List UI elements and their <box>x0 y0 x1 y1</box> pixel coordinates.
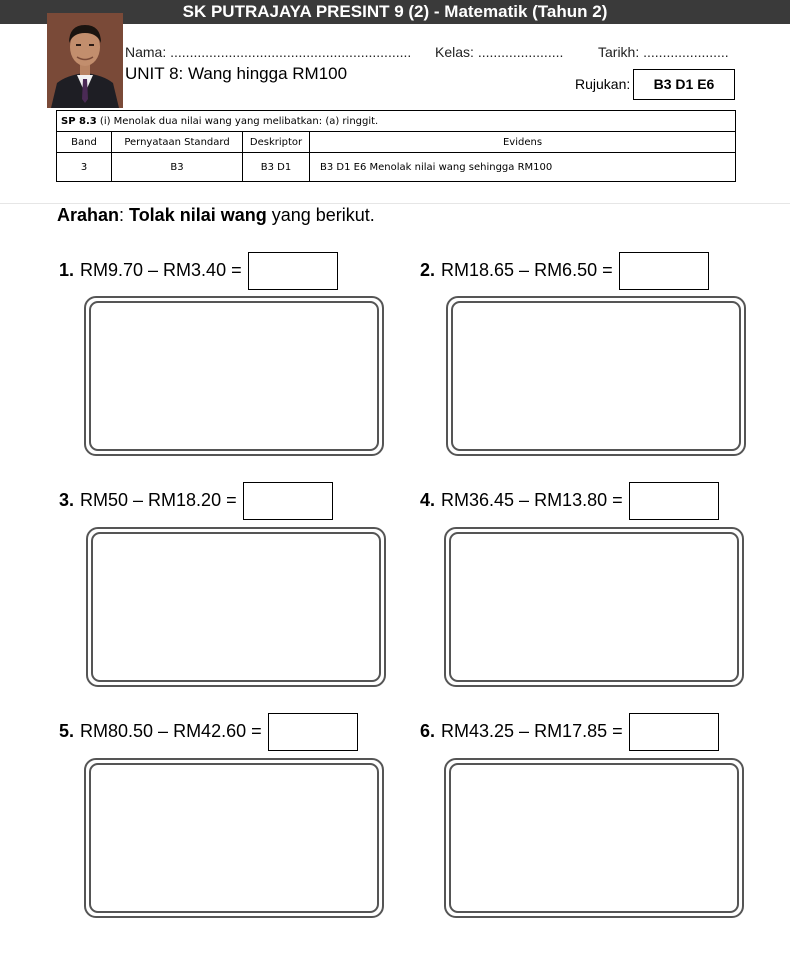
instructions-colon: : <box>119 205 130 225</box>
sp-text: (i) Menolak dua nilai wang yang melibatkan: (a) ringgit. <box>96 115 379 127</box>
teacher-photo <box>47 13 123 108</box>
working-box-1[interactable] <box>84 296 384 456</box>
kelas-label: Kelas: <box>435 44 474 60</box>
question-number: 4. <box>420 490 436 510</box>
question-3 <box>59 481 333 519</box>
kelas-field[interactable] <box>435 44 563 60</box>
working-box-2[interactable] <box>446 296 746 456</box>
instructions <box>57 205 375 226</box>
header-deskriptor: Deskriptor <box>243 132 310 153</box>
worksheet-title: SK PUTRAJAYA PRESINT 9 (2) - Matematik (Tahun 2) <box>0 0 790 24</box>
question-text: RM9.70 – RM3.40 = <box>80 260 242 280</box>
question-6 <box>420 712 719 750</box>
standard-table <box>56 110 736 182</box>
divider <box>0 203 790 204</box>
answer-box[interactable] <box>248 252 338 290</box>
cell-band: 3 <box>57 153 112 182</box>
tarikh-label: Tarikh: <box>598 44 640 60</box>
question-number: 6. <box>420 721 436 741</box>
header-band: Band <box>57 132 112 153</box>
working-box-3[interactable] <box>86 527 386 687</box>
header-evidens: Evidens <box>310 132 736 153</box>
question-text: RM50 – RM18.20 = <box>80 490 237 510</box>
question-number: 3. <box>59 490 75 510</box>
question-1 <box>59 251 338 289</box>
unit-title: UNIT 8: Wang hingga RM100 <box>125 64 348 83</box>
question-number: 5. <box>59 721 75 741</box>
tarikh-blank: ...................... <box>643 44 729 60</box>
cell-deskriptor: B3 D1 <box>243 153 310 182</box>
question-4 <box>420 481 719 519</box>
answer-box[interactable] <box>268 713 358 751</box>
question-text: RM36.45 – RM13.80 = <box>441 490 623 510</box>
answer-box[interactable] <box>619 252 709 290</box>
answer-box[interactable] <box>243 482 333 520</box>
header-pernyataan: Pernyataan Standard <box>112 132 243 153</box>
rujukan-value: B3 D1 E6 <box>633 69 735 100</box>
kelas-blank: ...................... <box>477 44 564 60</box>
nama-field[interactable] <box>125 44 411 60</box>
question-2 <box>420 251 709 289</box>
question-5 <box>59 712 358 750</box>
cell-pernyataan: B3 <box>112 153 243 182</box>
nama-label: Nama: <box>125 44 167 60</box>
tarikh-field[interactable] <box>598 44 729 60</box>
question-text: RM43.25 – RM17.85 = <box>441 721 623 741</box>
question-number: 1. <box>59 260 75 280</box>
working-box-4[interactable] <box>444 527 744 687</box>
answer-box[interactable] <box>629 482 719 520</box>
nama-blank: .............................................................. <box>170 44 412 60</box>
working-box-6[interactable] <box>444 758 744 918</box>
instructions-bold: Tolak nilai wang <box>129 205 267 225</box>
question-text: RM18.65 – RM6.50 = <box>441 260 613 280</box>
question-text: RM80.50 – RM42.60 = <box>80 721 262 741</box>
sp-code: SP 8.3 <box>61 115 97 127</box>
cell-evidens: B3 D1 E6 Menolak nilai wang sehingga RM100 <box>310 153 736 182</box>
question-number: 2. <box>420 260 436 280</box>
sp-cell <box>57 111 736 132</box>
rujukan-label: Rujukan: <box>575 76 631 92</box>
answer-box[interactable] <box>629 713 719 751</box>
instructions-label: Arahan <box>57 205 120 225</box>
instructions-rest: yang berikut. <box>266 205 375 225</box>
working-box-5[interactable] <box>84 758 384 918</box>
